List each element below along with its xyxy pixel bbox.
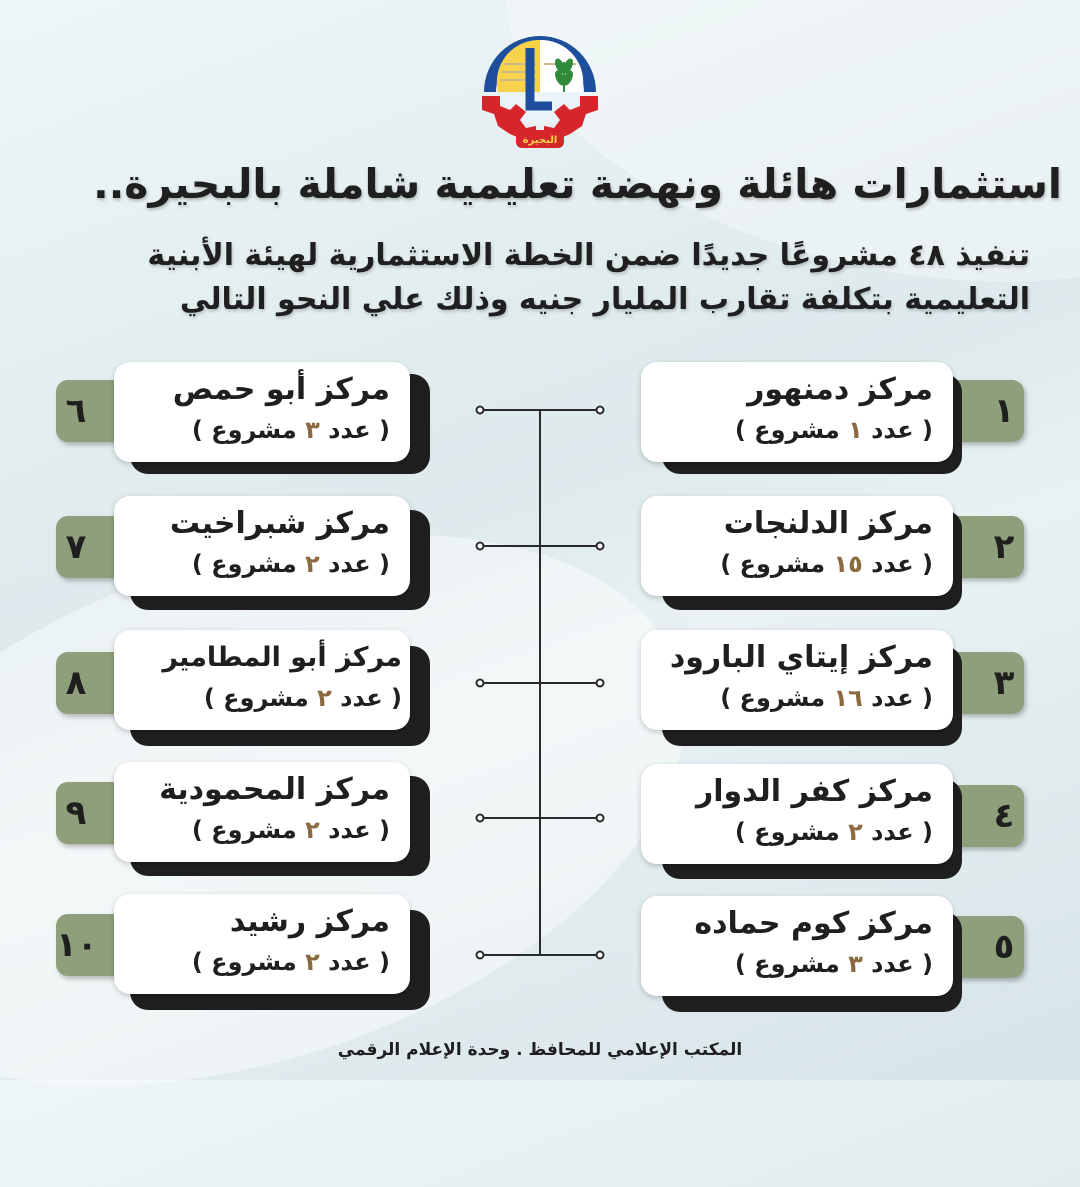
item-number-tab: ٣ <box>934 652 1024 714</box>
district-name: مركز أبو حمص <box>172 372 390 407</box>
subheadline-line-2: التعليمية بتكلفة تقارب المليار جنيه وذلك علي النحو التالي <box>179 282 1030 317</box>
district-name: مركز كفر الدوار <box>695 774 933 809</box>
district-name: مركز دمنهور <box>747 372 933 407</box>
district-card <box>114 630 410 730</box>
district-card <box>114 362 410 462</box>
district-card <box>114 496 410 596</box>
district-name: مركز الدلنجات <box>723 506 933 541</box>
footer-credit: المكتب الإعلامي للمحافظ . وحدة الإعلام الرقمي <box>337 1040 743 1060</box>
project-count: ( عدد ٣ مشروع ) <box>734 950 933 978</box>
item-number-tab: ٧ <box>56 516 146 578</box>
item-number-tab: ١٠ <box>56 914 146 976</box>
item-number-tab: ٤ <box>934 785 1024 847</box>
connector-tree <box>470 400 610 960</box>
item-number-tab: ٦ <box>56 380 146 442</box>
item-number-tab: ٢ <box>934 516 1024 578</box>
district-card <box>641 496 953 596</box>
project-count: ( عدد ١ مشروع ) <box>734 416 933 444</box>
district-card <box>641 764 953 864</box>
logo-text: البحيرة <box>522 135 558 146</box>
district-name: مركز كوم حماده <box>694 906 933 941</box>
district-name: مركز المحمودية <box>159 772 390 807</box>
district-card <box>114 762 410 862</box>
project-count: ( عدد ١٥ مشروع ) <box>720 550 933 578</box>
district-card <box>114 894 410 994</box>
project-count: ( عدد ٢ مشروع ) <box>734 818 933 846</box>
district-card <box>641 362 953 462</box>
district-name: مركز أبو المطامير <box>162 642 402 673</box>
district-card <box>641 630 953 730</box>
district-name: مركز شبراخيت <box>169 506 390 541</box>
beheira-logo <box>470 14 610 154</box>
project-count: ( عدد ٢ مشروع ) <box>203 684 402 712</box>
project-count: ( عدد ٢ مشروع ) <box>191 816 390 844</box>
item-number-tab: ١ <box>934 380 1024 442</box>
item-number-tab: ٨ <box>56 652 146 714</box>
project-count: ( عدد ٢ مشروع ) <box>191 948 390 976</box>
district-name: مركز إيتاي البارود <box>669 640 933 675</box>
district-name: مركز رشيد <box>229 904 390 939</box>
project-count: ( عدد ٢ مشروع ) <box>191 550 390 578</box>
headline: استثمارات هائلة ونهضة تعليمية شاملة بالبحيرة.. <box>93 160 1062 208</box>
project-count: ( عدد ١٦ مشروع ) <box>720 684 933 712</box>
item-number-tab: ٥ <box>934 916 1024 978</box>
project-count: ( عدد ٣ مشروع ) <box>191 416 390 444</box>
item-number-tab: ٩ <box>56 782 146 844</box>
subheadline-line-1: تنفيذ ٤٨ مشروعًا جديدًا ضمن الخطة الاستثمارية لهيئة الأبنية <box>147 238 1030 273</box>
district-card <box>641 896 953 996</box>
